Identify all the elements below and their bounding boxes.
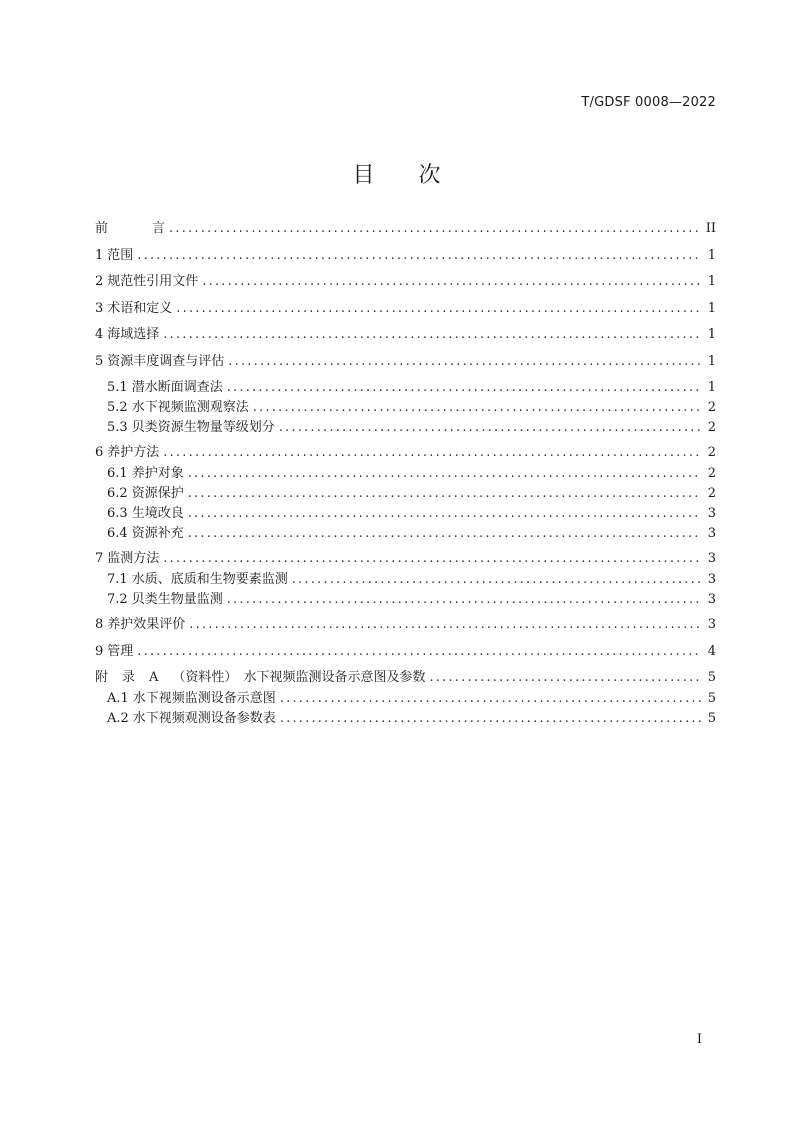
- toc-entry-label: [107, 378, 223, 398]
- toc-entry-label: [107, 570, 288, 590]
- toc-entry-section-4[interactable]: [95, 325, 716, 352]
- dot-leader: [280, 689, 702, 709]
- toc-entry-section-7-1[interactable]: [95, 570, 716, 590]
- toc-entry-label: [107, 484, 184, 504]
- section-number: 6: [95, 445, 104, 460]
- dot-leader: [169, 219, 702, 239]
- toc-entry-appendix-a-2[interactable]: [95, 709, 716, 729]
- section-number: 7.2: [107, 592, 128, 607]
- dot-leader: [227, 378, 702, 398]
- appendix-letter: A: [149, 670, 159, 685]
- dot-leader: [188, 464, 702, 484]
- section-number: 9: [95, 643, 104, 659]
- section-number: 8: [95, 617, 104, 632]
- toc-entry-label: [107, 709, 276, 729]
- section-title: 水下视频监测设备示意图: [132, 691, 276, 706]
- toc-entry-section-5-2[interactable]: [95, 398, 716, 418]
- section-title: 术语和定义: [107, 300, 173, 316]
- section-title: 资源丰度调查与评估: [107, 353, 225, 369]
- section-title: 资源保护: [131, 486, 184, 501]
- toc-entry-section-1[interactable]: [95, 246, 716, 273]
- appendix-title: 水下视频监测设备示意图及参数: [243, 670, 426, 685]
- document-id: T/GDSF 0008—2022: [581, 95, 716, 110]
- section-number: 5.1: [107, 380, 128, 395]
- toc-page-number: 2: [707, 445, 716, 460]
- toc-entry-label: [95, 299, 172, 319]
- toc-page-number: 2: [707, 466, 716, 481]
- dot-leader: [279, 418, 702, 438]
- dot-leader: [163, 443, 702, 463]
- toc-page-number: 4: [707, 643, 716, 659]
- toc-page-number: 1: [707, 247, 716, 263]
- toc-page-number: 3: [707, 617, 716, 632]
- section-number: 5.3: [107, 420, 128, 435]
- toc-page-number: 3: [707, 526, 716, 541]
- toc-entry-label: [95, 352, 224, 372]
- toc-page-number: 2: [707, 486, 716, 501]
- section-title: 贝类资源生物量等级划分: [131, 420, 275, 435]
- section-number: 1: [95, 247, 104, 263]
- toc-entry-section-7[interactable]: [95, 549, 716, 570]
- section-title: 范围: [107, 247, 134, 263]
- toc-entry-label: [95, 549, 159, 569]
- toc-entry-section-6[interactable]: [95, 443, 716, 464]
- toc-page-number: 1: [707, 274, 716, 289]
- dot-leader: [188, 504, 702, 524]
- section-number: 4: [95, 327, 104, 342]
- section-title: 养护效果评价: [107, 617, 186, 632]
- foreword-char-2: 言: [152, 221, 166, 236]
- dot-leader: [163, 549, 702, 569]
- section-title: 资源补充: [131, 526, 184, 541]
- section-title: 贝类生物量监测: [131, 592, 223, 607]
- dot-leader: [202, 272, 702, 292]
- toc-page-number: 1: [707, 353, 716, 369]
- section-number: 5: [95, 353, 104, 369]
- toc-page-number: 2: [707, 400, 716, 415]
- appendix-char-1: 附: [95, 670, 109, 685]
- toc-entry-label: [95, 615, 185, 635]
- toc-page-number: 1: [707, 380, 716, 395]
- section-number: 6.4: [107, 526, 128, 541]
- section-number: 7: [95, 551, 104, 566]
- toc-entry-section-6-4[interactable]: [95, 524, 716, 549]
- toc-entry-section-6-2[interactable]: [95, 484, 716, 504]
- toc-page-number: 1: [707, 327, 716, 342]
- toc-page-number: 3: [707, 551, 716, 566]
- toc-entry-label: [107, 398, 249, 418]
- toc-entry-label: [95, 272, 198, 292]
- toc-entry-label: [107, 590, 223, 610]
- section-title: 水下视频监测观察法: [131, 400, 249, 415]
- appendix-char-2: 录: [122, 670, 136, 685]
- toc-entry-section-5-3[interactable]: [95, 418, 716, 443]
- dot-leader: [280, 709, 702, 729]
- section-number: 2: [95, 274, 104, 289]
- dot-leader: [227, 590, 702, 610]
- section-title: 海域选择: [107, 327, 160, 342]
- toc-entry-label: [95, 443, 159, 463]
- section-number: 6.1: [107, 466, 128, 481]
- toc-entry-label: [107, 524, 184, 544]
- section-title: 养护对象: [131, 466, 184, 481]
- dot-leader: [176, 299, 702, 319]
- toc-entry-section-2[interactable]: [95, 272, 716, 299]
- toc-entry-appendix-a[interactable]: [95, 668, 716, 689]
- section-title: 潜水断面调查法: [131, 380, 223, 395]
- section-number: 3: [95, 300, 104, 316]
- title-char-2: 次: [418, 163, 441, 188]
- section-title: 生境改良: [131, 506, 184, 521]
- section-title: 养护方法: [107, 445, 160, 460]
- toc-page-number: 5: [707, 670, 716, 685]
- toc-page-number: 2: [707, 420, 716, 435]
- toc-entry-label: [95, 219, 165, 239]
- toc-entry-section-7-2[interactable]: [95, 590, 716, 615]
- toc-entry-label: [95, 246, 133, 266]
- page-title: [0, 158, 793, 189]
- foreword-char-1: 前: [95, 221, 109, 236]
- dot-leader: [292, 570, 702, 590]
- toc-entry-label: [107, 504, 184, 524]
- toc-entry-section-5-1[interactable]: [95, 378, 716, 398]
- toc-page-number: 3: [707, 592, 716, 607]
- toc-page-number: 1: [707, 300, 716, 316]
- toc-entry-label: [95, 642, 133, 662]
- section-number: A.1: [107, 691, 129, 706]
- dot-leader: [189, 615, 702, 635]
- toc-entry-section-9[interactable]: [95, 642, 716, 669]
- dot-leader: [188, 524, 702, 544]
- dot-leader: [188, 484, 702, 504]
- section-title: 规范性引用文件: [107, 274, 199, 289]
- section-title: 监测方法: [107, 551, 160, 566]
- dot-leader: [429, 668, 702, 688]
- section-title: 水质、底质和生物要素监测: [131, 572, 288, 587]
- toc-entry-label: [95, 325, 159, 345]
- toc-entry-section-5[interactable]: [95, 352, 716, 379]
- dot-leader: [253, 398, 702, 418]
- dot-leader: [163, 325, 702, 345]
- section-number: 6.2: [107, 486, 128, 501]
- toc-entry-label: [107, 418, 275, 438]
- toc-entry-label: [107, 464, 184, 484]
- toc-entry-section-6-1[interactable]: [95, 464, 716, 484]
- toc-entry-label: [107, 689, 276, 709]
- section-number: A.2: [107, 711, 129, 726]
- section-number: 7.1: [107, 572, 128, 587]
- toc-entry-section-8[interactable]: [95, 615, 716, 642]
- toc-page-number: II: [705, 221, 716, 236]
- toc-entry-foreword[interactable]: [95, 219, 716, 246]
- toc-page-number: 5: [707, 691, 716, 706]
- section-title: 管理: [107, 643, 134, 659]
- toc-entry-appendix-a-1[interactable]: [95, 689, 716, 709]
- toc-page-number: 3: [707, 572, 716, 587]
- toc-page-number: 3: [707, 506, 716, 521]
- section-number: 5.2: [107, 400, 128, 415]
- section-number: 6.3: [107, 506, 128, 521]
- dot-leader: [228, 352, 702, 372]
- title-char-1: 目: [352, 163, 375, 188]
- toc-entry-section-3[interactable]: [95, 299, 716, 326]
- dot-leader: [137, 246, 702, 266]
- section-title: 水下视频观测设备参数表: [132, 711, 276, 726]
- toc-entry-label: [95, 668, 425, 688]
- toc-entry-section-6-3[interactable]: [95, 504, 716, 524]
- dot-leader: [137, 642, 702, 662]
- toc-page-number: 5: [707, 711, 716, 726]
- footer-page-number: I: [696, 1032, 702, 1047]
- table-of-contents: [95, 219, 716, 729]
- appendix-type: （资料性）: [172, 670, 238, 685]
